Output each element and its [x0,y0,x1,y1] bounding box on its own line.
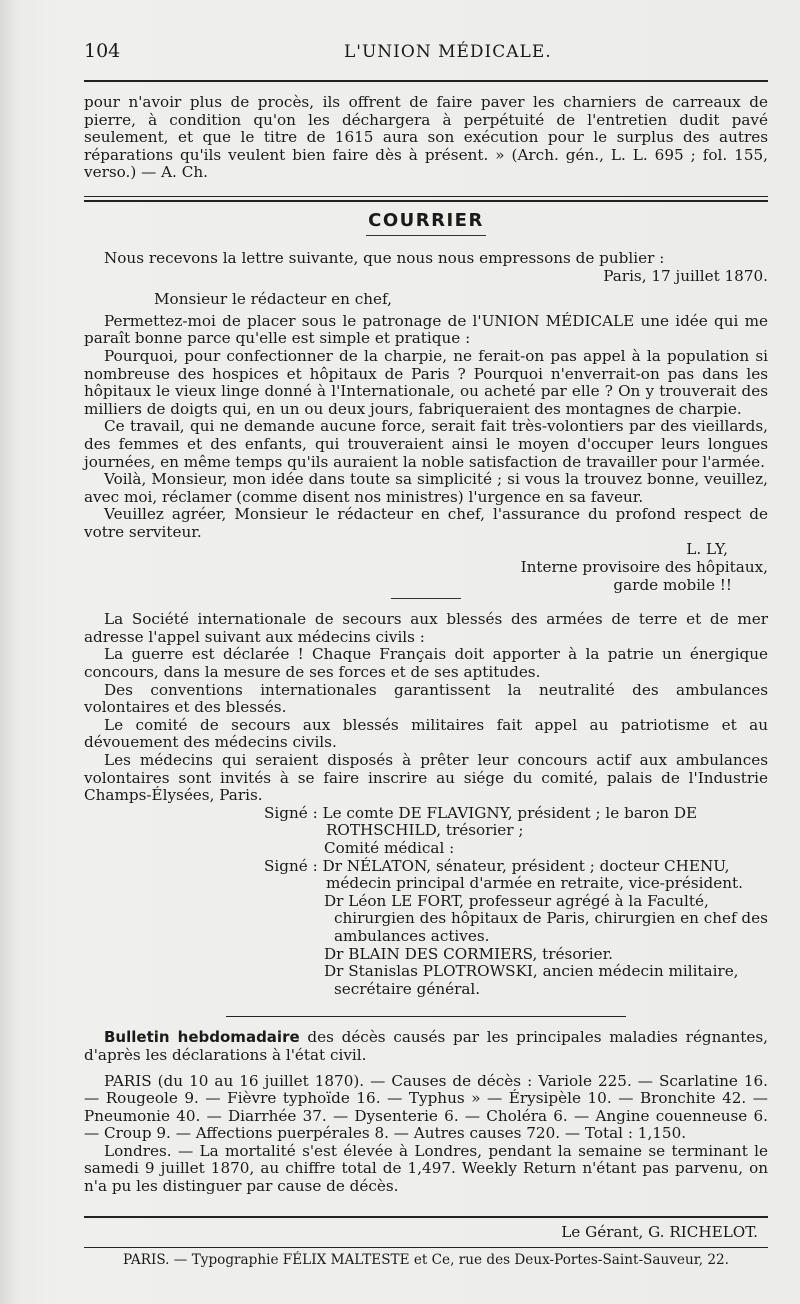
signature-title: garde mobile !! [613,575,732,594]
page-header [84,40,768,76]
societe-paragraph: Le comité de secours aux blessés militaires fait appel au patriotisme et au dévouement des médecins civils. [84,715,768,752]
running-title: L'UNION MÉDICALE. [344,42,552,62]
comite-label: Comité médical : [324,838,455,857]
intro-paragraph: pour n'avoir plus de procès, ils offrent de faire paver les charniers de carreaux de pierre, à condition qu'on les déchargera à perpétuité de l'entretien dudit pavé seulement, et que le titre de 1615 aura son exécution pour le surplus des autres réparations qu'ils veulent bien faire dès à présent. » (Arch. gén., L. L. 695 ; fol. 155, verso.) — A. Ch. [84,93,768,182]
bulletin-londres: Londres. — La mortalité s'est élevée à Londres, pendant la semaine se terminant le samedi 9 juillet 1870, au chiffre total de 1,497. Weekly Return n'étant pas parvenu, on n'a pu les distinguer par cause de décès. [84,1141,768,1196]
letter-paragraph: Pourquoi, pour confectionner de la charpie, ne ferait-on pas appel à la population si nombreuse des hospices et hôpitaux de Paris ? Pourquoi n'enverrait-on pas dans les hôpitaux le vieux linge donné à l'Internationale, ou acheté par elle ? On y trouverait des milliers de doigts qui, en un ou deux jours, fabriqueraient des montagnes de charpie. [84,346,768,418]
footer-rule [84,1216,768,1218]
bulletin-paris: PARIS (du 10 au 16 juillet 1870). — Causes de décès : Variole 225. — Scarlatine 16. — Rougeole 9. — Fièvre typhoïde 16. — Typhus » — Érysipèle 10. — Bronchite 42. — Pneumonie 40. — Diarrhée 37. — Dysenterie 6. — Choléra 6. — Angine couenneuse 6. — Croup 9. — Affections puerpérales 8. — Autres causes 720. — Total : 1,150. [84,1071,768,1143]
letter-paragraph: Voilà, Monsieur, mon idée dans toute sa simplicité ; si vous la trouvez bonne, veuillez, avec moi, réclamer (comme disent nos ministres) l'urgence en sa faveur. [84,470,768,506]
gerant-signature: Le Gérant, G. RICHELOT. [561,1222,758,1241]
letter-paragraph: Permettez-moi de placer sous le patronage de l'UNION MÉDICALE une idée qui me paraît bonne parce qu'elle est simple et pratique : [84,311,768,348]
letter-paragraph: Ce travail, qui ne demande aucune force, serait fait très-volontiers par des vieillards, des femmes et des enfants, qui trouveraient ainsi le moyen d'occuper leurs longues journées, en même temps qu'ils auraient la noble satisfaction de travailler pour l'armée. [84,417,768,471]
societe-paragraph: Les médecins qui seraient disposés à prêter leur concours actif aux ambulances volontaires sont invités à se faire inscrire au siége du comité, palais de l'Industrie Champs-Élysées, Paris. [84,751,768,805]
societe-paragraph: Des conventions internationales garantissent la neutralité des ambulances volontaires et des blessés. [84,680,768,717]
header-rule [84,80,768,82]
section-divider [84,196,768,202]
bulletin-title: Bulletin hebdomadaire [104,1028,300,1047]
signatory-line: Dr Léon LE FORT, professeur agrégé à la Faculté, chirurgien des hôpitaux de Paris, chirurgien en chef des ambulances actives. [324,891,768,945]
signatory-line: Signé : Le comte DE FLAVIGNY, président ; le baron DE ROTHSCHILD, trésorier ; [264,803,698,840]
bulletin-intro [84,1029,768,1064]
page-number: 104 [84,40,121,62]
signature-name: L. LY, [686,540,728,559]
signatories [264,805,768,999]
societe-paragraph: La guerre est déclarée ! Chaque Français doit apporter à la patrie un énergique concours, dans la mesure de ses forces et de ses aptitudes. [84,645,768,682]
section-divider [391,598,461,599]
signatory-line: Signé : Dr NÉLATON, sénateur, président ; docteur CHENU, médecin principal d'armée en retraite, vice-président. [264,856,743,893]
signatory-line: Dr Stanislas PLOTROWSKI, ancien médecin militaire, secrétaire général. [324,962,739,998]
courrier-lead: Nous recevons la lettre suivante, que nous nous empressons de publier : [104,248,665,267]
section-title-courrier: COURRIER [368,209,484,231]
title-underline [366,235,486,236]
section-divider [226,1016,626,1017]
letter-salutation: Monsieur le rédacteur en chef, [154,290,392,309]
footer-rule [84,1247,768,1248]
signature-title: Interne provisoire des hôpitaux, [520,558,768,577]
letter-dateline: Paris, 17 juillet 1870. [603,266,768,285]
bulletin-title-rest: des décès causés par les principales maladies régnantes, d'après les déclarations à l'état civil. [84,1028,768,1064]
printer-imprint: PARIS. — Typographie FÉLIX MALTESTE et Ce, rue des Deux-Portes-Saint-Sauveur, 22. [123,1252,729,1269]
societe-paragraph: La Société internationale de secours aux blessés des armées de terre et de mer adresse l'appel suivant aux médecins civils : [84,610,768,646]
signatory-line: Dr BLAIN DES CORMIERS, trésorier. [324,944,613,963]
letter-paragraph: Veuillez agréer, Monsieur le rédacteur en chef, l'assurance du profond respect de votre serviteur. [84,505,768,541]
